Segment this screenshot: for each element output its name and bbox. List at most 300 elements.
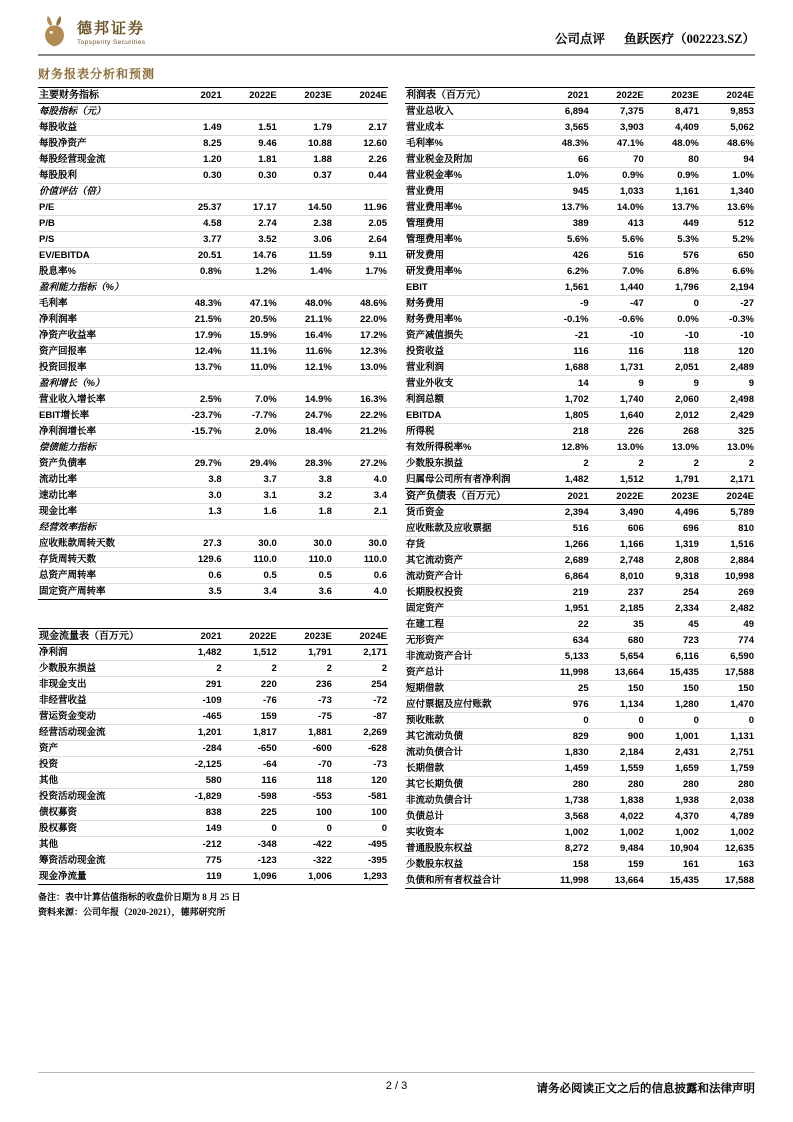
cell-value: 3.8 [318,474,332,485]
cell-value: 1,516 [730,539,754,550]
cell-value: -465 [202,711,222,722]
cell-value: 254 [683,587,699,598]
table-row [405,152,755,168]
cell-value: 5.2% [732,234,754,245]
section-label: 经营效率指标 [39,522,97,533]
cell-value: 6.8% [677,266,699,277]
table-row [405,312,755,328]
cell-value: 45 [688,619,699,630]
cell-value: 47.1% [616,138,644,149]
cell-value: 12.3% [360,346,387,357]
cell-value: 1.0% [566,170,589,181]
cell-value: 0.6 [208,570,222,581]
row-label: 固定资产 [406,603,445,614]
cell-value: 2,171 [730,474,754,485]
cell-value: 0.37 [313,170,332,181]
cell-value: 3.6 [318,586,332,597]
table-row [405,809,755,825]
cell-value: 413 [627,218,644,229]
row-label: 流动比率 [39,474,78,485]
cell-value: 35 [633,619,644,630]
cell-value: 1,791 [308,647,332,658]
cell-value: 66 [578,154,589,165]
cell-value: 2.38 [313,218,332,229]
section-label: 盈利增长（%） [39,378,105,389]
table-row [38,136,388,152]
cell-value: 3.0 [208,490,222,501]
table-row [405,649,755,665]
cell-value: 0.44 [368,170,387,181]
cell-value: 2,884 [730,555,754,566]
row-label: 流动资产合计 [406,571,464,582]
row-label: 每股经营现金流 [39,154,106,165]
cell-value: 838 [205,807,222,818]
year-column-header: 2021 [200,90,222,101]
cell-value: 20.5% [249,314,277,325]
cell-value: 149 [205,823,222,834]
cell-value: 1.3 [208,506,222,517]
section-title: 财务报表分析和预测 [38,67,156,81]
table-row [38,232,388,248]
balance-sheet-table [405,488,755,889]
table-row [38,184,388,200]
cell-value: 48.3% [561,138,589,149]
cell-value: 110.0 [363,554,387,565]
row-label: 每股收益 [39,122,78,133]
cell-value: 2,689 [564,555,589,566]
table-title: 利润表（百万元） [406,90,486,101]
row-label: 归属母公司所有者净利润 [406,474,511,485]
row-label: 财务费用率% [406,314,462,325]
cell-value: 1,482 [564,474,589,485]
cell-value: 2.74 [258,218,277,229]
table-row [405,328,755,344]
cell-value: 3.4 [263,586,277,597]
cell-value: 4.58 [203,218,222,229]
cell-value: 1.6 [263,506,277,517]
table-row [38,104,388,120]
table-row [38,584,388,600]
cell-value: 2,012 [675,410,699,421]
cell-value: 11.6% [305,346,332,357]
cell-value: 120 [738,346,754,357]
row-label: 少数股东损益 [406,458,464,469]
cell-value: 119 [206,871,222,882]
cell-value: 219 [572,587,589,598]
table-row [38,661,388,677]
cell-value: 11,998 [560,667,589,678]
cell-value: 27.2% [360,458,387,469]
cell-value: 1,512 [252,647,277,658]
cell-value: 15,435 [669,875,699,886]
cell-value: 1.81 [258,154,277,165]
cell-value: 118 [316,775,332,786]
cell-value: 48.0% [671,138,699,149]
cell-value: 27.3 [203,538,222,549]
row-label: 其它长期负债 [406,779,464,790]
cell-value: 120 [371,775,387,786]
cell-value: 100 [316,807,332,818]
notes [38,890,388,921]
row-label: 投资收益 [406,346,445,357]
cell-value: 3.77 [203,234,222,245]
table-row [405,376,755,392]
cell-value: 900 [627,731,644,742]
cell-value: 2 [583,458,589,469]
cell-value: 4.0 [373,586,387,597]
row-label: 应收账款周转天数 [39,538,116,549]
cell-value: 159 [260,711,277,722]
cell-value: 30.0 [368,538,387,549]
cell-value: 1,459 [564,763,589,774]
row-label: 总资产周转率 [39,570,97,581]
table-row [405,553,755,569]
cell-value: 8,471 [675,106,699,117]
cell-value: 30.0 [313,538,332,549]
cell-value: 22.2% [360,410,387,421]
row-label: 其它流动负债 [406,731,464,742]
cell-value: 13,664 [614,667,644,678]
cell-value: 1,002 [619,827,644,838]
cell-value: 1,740 [619,394,644,405]
row-label: 营业总收入 [406,106,454,117]
table-row [405,232,755,248]
cell-value: 20.51 [197,250,222,261]
cell-value: -422 [312,839,332,850]
cell-value: -598 [257,791,277,802]
year-column-header: 2022E [616,90,644,101]
row-label: 少数股东损益 [39,663,97,674]
cell-value: 0.5 [263,570,277,581]
table-row [38,472,388,488]
row-label: 负债和所有者权益合计 [406,875,502,886]
cell-value: 449 [683,218,699,229]
cell-value: 226 [627,426,644,437]
year-column-header: 2022E [249,631,277,642]
cell-value: 2,394 [564,507,589,518]
row-label: 股息率% [39,266,76,277]
doc-type-label: 公司点评 [554,32,605,46]
cell-value: 12.8% [561,442,589,453]
cell-value: 12,635 [724,843,754,854]
table-row [38,248,388,264]
row-label: 营业税金率% [406,170,462,181]
cell-value: 3.4 [373,490,387,501]
cell-value: 426 [572,250,589,261]
year-column-header: 2024E [359,631,387,642]
table-row [405,857,755,873]
cell-value: 3.06 [313,234,332,245]
cell-value: 1,482 [197,647,222,658]
row-label: 预收账款 [406,715,445,726]
cell-value: -395 [367,855,387,866]
table-row [38,408,388,424]
cell-value: 1.2% [255,266,277,277]
year-column-header: 2021 [200,631,222,642]
cell-value: 775 [205,855,222,866]
year-column-header: 2023E [304,90,332,101]
cell-value: 2 [748,458,754,469]
cell-value: 2,060 [675,394,699,405]
row-label: 少数股东权益 [406,859,464,870]
cell-value: 1,161 [675,186,699,197]
cell-value: 829 [572,731,589,742]
cell-value: 25 [578,683,589,694]
cell-value: 1,561 [564,282,589,293]
cell-value: 1.4% [310,266,332,277]
cell-value: 220 [260,679,277,690]
table-row [38,392,388,408]
cell-value: 1,805 [564,410,589,421]
cell-value: 976 [572,699,589,710]
cell-value: 236 [316,679,332,690]
year-column-header: 2023E [671,491,699,502]
cell-value: 13.0% [671,442,699,453]
cell-value: 1,201 [197,727,222,738]
table-header-row [405,88,755,104]
cell-value: 48.6% [360,298,387,309]
table-row [405,633,755,649]
cell-value: 17,588 [724,667,754,678]
cell-value: 150 [738,683,754,694]
cell-value: 2,431 [675,747,699,758]
cell-value: 1,938 [675,795,699,806]
cell-value: 0 [583,715,589,726]
year-column-header: 2024E [726,491,754,502]
cell-value: 5,789 [730,507,754,518]
cell-value: 161 [683,859,699,870]
cell-value: 21.2% [360,426,387,437]
table-row [38,741,388,757]
cell-value: 1,796 [675,282,699,293]
cell-value: 5,133 [564,651,589,662]
cell-value: 3.8 [208,474,222,485]
cell-value: 2 [638,458,644,469]
table-row [38,440,388,456]
row-label: 流动负债合计 [406,747,464,758]
table-row [405,761,755,777]
cell-value: 2.0% [255,426,277,437]
cell-value: 12.1% [304,362,332,373]
table-row [405,424,755,440]
cell-value: 723 [683,635,699,646]
cell-value: 1,006 [308,871,332,882]
table-row [405,392,755,408]
cell-value: 0.8% [199,266,222,277]
cell-value: 163 [738,859,754,870]
table-row [38,120,388,136]
table-row [405,873,755,889]
table-row [38,693,388,709]
section-label: 价值评估（倍） [39,186,106,197]
cell-value: -72 [373,695,387,706]
row-label: EBIT [406,282,428,293]
table-row [38,264,388,280]
table-row [405,537,755,553]
source-line: 资料来源：公司年报（2020-2021），德邦研究所 [38,907,226,918]
cell-value: 22 [578,619,589,630]
cell-value: 118 [683,346,699,357]
cell-value: 2.5% [199,394,222,405]
cell-value: -322 [312,855,332,866]
cell-value: 3.7 [263,474,277,485]
cell-value: -47 [630,298,644,309]
cell-value: 1,951 [564,603,589,614]
cell-value: -10 [630,330,644,341]
table-row [405,697,755,713]
cell-value: 634 [572,635,589,646]
deer-logo-icon [38,14,71,49]
cell-value: 2 [381,663,387,674]
table-row [38,504,388,520]
cell-value: 2,184 [619,747,644,758]
row-label: 非经营收益 [39,695,87,706]
cell-value: 25.37 [197,202,222,213]
table-row [38,869,388,885]
cell-value: 1.20 [203,154,222,165]
cell-value: -87 [373,711,387,722]
row-label: 毛利率 [39,298,68,309]
row-label: 资产 [39,743,59,754]
cell-value: 6.2% [566,266,589,277]
cell-value: 10.88 [308,138,332,149]
cell-value: 1.49 [203,122,222,133]
cell-value: 0.30 [203,170,222,181]
cell-value: 3.52 [258,234,277,245]
row-label: 每股股利 [39,170,78,181]
table-row [405,440,755,456]
cell-value: 0 [271,823,277,834]
cashflow-table [38,628,388,885]
section-label: 偿债能力指标 [39,442,97,453]
cell-value: 17.2% [360,330,387,341]
cell-value: 280 [738,779,754,790]
row-label: 非现金支出 [39,679,87,690]
table-row [405,617,755,633]
cell-value: -75 [318,711,332,722]
row-label: 资产减值损失 [406,330,464,341]
table-row [405,505,755,521]
cell-value: 2 [326,663,332,674]
cell-value: 2,748 [619,555,644,566]
cell-value: 280 [683,779,699,790]
table-row [405,248,755,264]
row-label: 实收资本 [406,827,445,838]
cell-value: 9.11 [369,250,387,261]
cell-value: 254 [371,679,387,690]
table-row [38,152,388,168]
table-row [405,681,755,697]
table-row [405,184,755,200]
cell-value: 13.0% [616,442,644,453]
cell-value: 4,496 [675,507,699,518]
table-row [405,168,755,184]
row-label: 每股净资产 [39,138,87,149]
cell-value: 9.46 [258,138,277,149]
row-label: 资产回报率 [39,346,87,357]
row-label: 投资回报率 [39,362,87,373]
row-label: 净利润率 [39,314,78,325]
year-column-header: 2022E [249,90,277,101]
cell-value: 16.3% [360,394,387,405]
cell-value: 0 [381,823,387,834]
cell-value: 512 [738,218,754,229]
cell-value: 0.6 [373,570,387,581]
cell-value: 696 [683,523,699,534]
footer-disclaimer: 请务必阅读正文之后的信息披露和法律声明 [536,1083,755,1095]
cell-value: 1,838 [619,795,644,806]
row-label: 营业利润 [406,362,445,373]
row-label: 非流动负债合计 [406,795,473,806]
cell-value: 1,001 [675,731,699,742]
table-row [38,536,388,552]
row-label: 其他 [39,839,59,850]
cell-value: 0 [748,715,754,726]
table-header-row [405,489,755,505]
note-line: 备注：表中计算估值指标的收盘价日期为 8 月 25 日 [38,892,241,902]
cell-value: 2 [216,663,222,674]
cell-value: 9 [748,378,754,389]
row-label: 利润总额 [406,394,445,405]
cell-value: 3.5 [208,586,222,597]
cell-value: 17,588 [724,875,754,886]
cell-value: 774 [738,635,754,646]
cell-value: 110.0 [253,554,277,565]
cell-value: 2,489 [730,362,754,373]
table-row [405,408,755,424]
table-row [405,264,755,280]
cell-value: 1,319 [675,539,699,550]
cell-value: 6,894 [564,106,589,117]
table-row [405,360,755,376]
row-label: 营业成本 [406,122,445,133]
cell-value: 80 [688,154,699,165]
cell-value: 6,116 [675,651,699,662]
brand-text [77,17,145,46]
table-row [405,713,755,729]
cell-value: 1,002 [675,827,699,838]
cell-value: 291 [205,679,222,690]
table-row [405,296,755,312]
row-label: 货币资金 [406,507,445,518]
cell-value: 110.0 [308,554,332,565]
table-row [405,456,755,472]
cell-value: 0.30 [258,170,277,181]
cell-value: 13.6% [727,202,754,213]
cell-value: 576 [683,250,699,261]
table-row [38,837,388,853]
cell-value: 158 [572,859,589,870]
cell-value: 2,051 [675,362,699,373]
cell-value: 3.1 [263,490,277,501]
row-label: 投资 [39,759,59,770]
cell-value: -600 [312,743,332,754]
cell-value: 2,751 [730,747,754,758]
cell-value: 15.9% [249,330,277,341]
cell-value: -212 [202,839,222,850]
cell-value: 18.4% [304,426,332,437]
cell-value: 2.05 [368,218,387,229]
table-row [405,344,755,360]
cell-value: 2,498 [730,394,754,405]
table-row [38,360,388,376]
table-columns [38,87,755,921]
cell-value: 11.0% [250,362,277,373]
row-label: 经营活动现金流 [39,727,106,738]
table-row [38,789,388,805]
cell-value: 129.6 [197,554,222,565]
cell-value: -0.3% [729,314,754,325]
